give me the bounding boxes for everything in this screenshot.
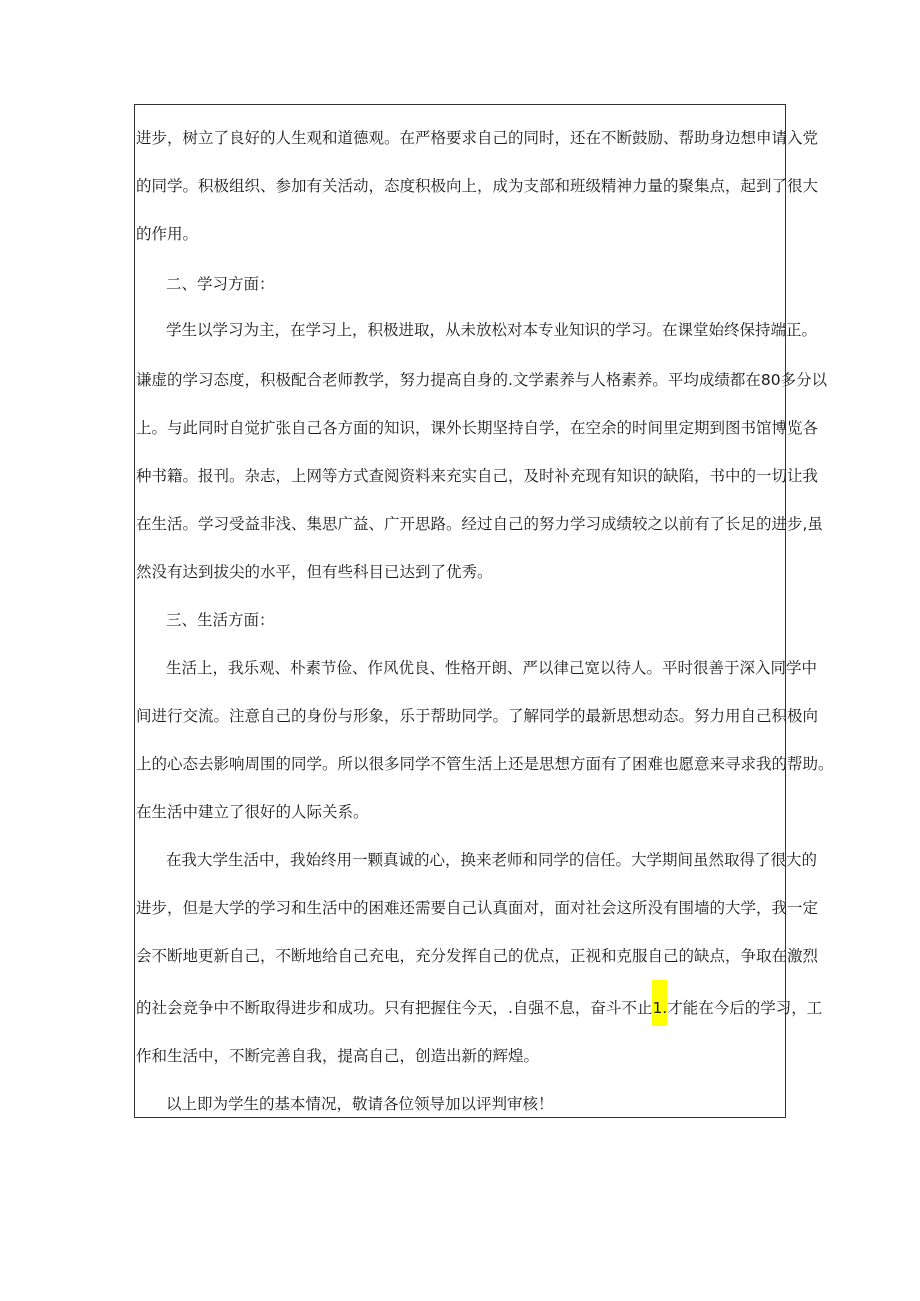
- section-heading-study: 二、学习方面：: [166, 275, 275, 293]
- study-paragraph-line-2: 谦虚的学习态度，积极配合老师教学，努力提高自身的.文学素养与人格素养。平均成绩都在80多分以: [136, 371, 828, 389]
- highlighted-text: 1.: [652, 980, 667, 1026]
- life-paragraph-line-1: 生活上，我乐观、朴素节俭、作风优良、性格开朗、严以律己宽以待人。平时很善于深入同学中: [166, 659, 818, 677]
- life-paragraph-line-2: 间进行交流。注意自己的身份与形象，乐于帮助同学。了解同学的最新思想动态。努力用自己积极向: [136, 707, 819, 725]
- study-paragraph-line-3: 上。与此同时自觉扩张自己各方面的知识，课外长期坚持自学，在空余的时间里定期到图书馆博览各: [136, 419, 819, 437]
- study-paragraph-line-5: 在生活。学习受益非浅、集思广益、广开思路。经过自己的努力学习成绩较之以前有了长足的进步,虽: [136, 515, 823, 533]
- conclusion-line-4-tail: 才能在今后的学习，工: [667, 999, 823, 1017]
- conclusion-paragraph-line-5: 作和生活中，不断完善自我，提高自己，创造出新的辉煌。: [136, 1047, 540, 1065]
- paragraph-1-line-1: 进步，树立了良好的人生观和道德观。在严格要求自己的同时，还在不断鼓励、帮助身边想申请入党: [136, 129, 819, 147]
- study-paragraph-line-1: 学生以学习为主，在学习上，积极进取，从未放松对本专业知识的学习。在课堂始终保持端正。: [166, 321, 818, 339]
- study-paragraph-line-6: 然没有达到拔尖的水平，但有些科目已达到了优秀。: [136, 563, 493, 581]
- conclusion-paragraph-line-3: 会不断地更新自己，不断地给自己充电，充分发挥自己的优点，正视和克服自己的缺点，争取在激烈: [136, 947, 819, 965]
- paragraph-1-line-2: 的同学。积极组织、参加有关活动，态度积极向上，成为支部和班级精神力量的聚集点，起到了很大: [136, 177, 819, 195]
- paragraph-1-line-3: 的作用。: [136, 225, 199, 243]
- life-paragraph-line-4: 在生活中建立了很好的人际关系。: [136, 803, 369, 821]
- conclusion-paragraph-line-1: 在我大学生活中，我始终用一颗真诚的心，换来老师和同学的信任。大学期间虽然取得了很大的: [166, 851, 818, 869]
- closing-statement: 以上即为学生的基本情况，敬请各位领导加以评判审核！: [166, 1095, 554, 1113]
- life-paragraph-line-3: 上的心态去影响周围的同学。所以很多同学不管生活上还是思想方面有了困难也愿意来寻求我的帮助。: [136, 755, 834, 773]
- conclusion-paragraph-line-4: [136, 994, 823, 1022]
- section-heading-life: 三、生活方面：: [166, 611, 275, 629]
- conclusion-paragraph-line-2: 进步，但是大学的学习和生活中的困难还需要自己认真面对，面对社会这所没有围墙的大学，我一定: [136, 899, 819, 917]
- study-paragraph-line-4: 种书籍。报刊。杂志，上网等方式查阅资料来充实自己，及时补充现有知识的缺陷，书中的一切让我: [136, 467, 819, 485]
- conclusion-line-4-text: 的社会竞争中不断取得进步和成功。只有把握住今天，.自强不息，奋斗不止: [136, 999, 653, 1017]
